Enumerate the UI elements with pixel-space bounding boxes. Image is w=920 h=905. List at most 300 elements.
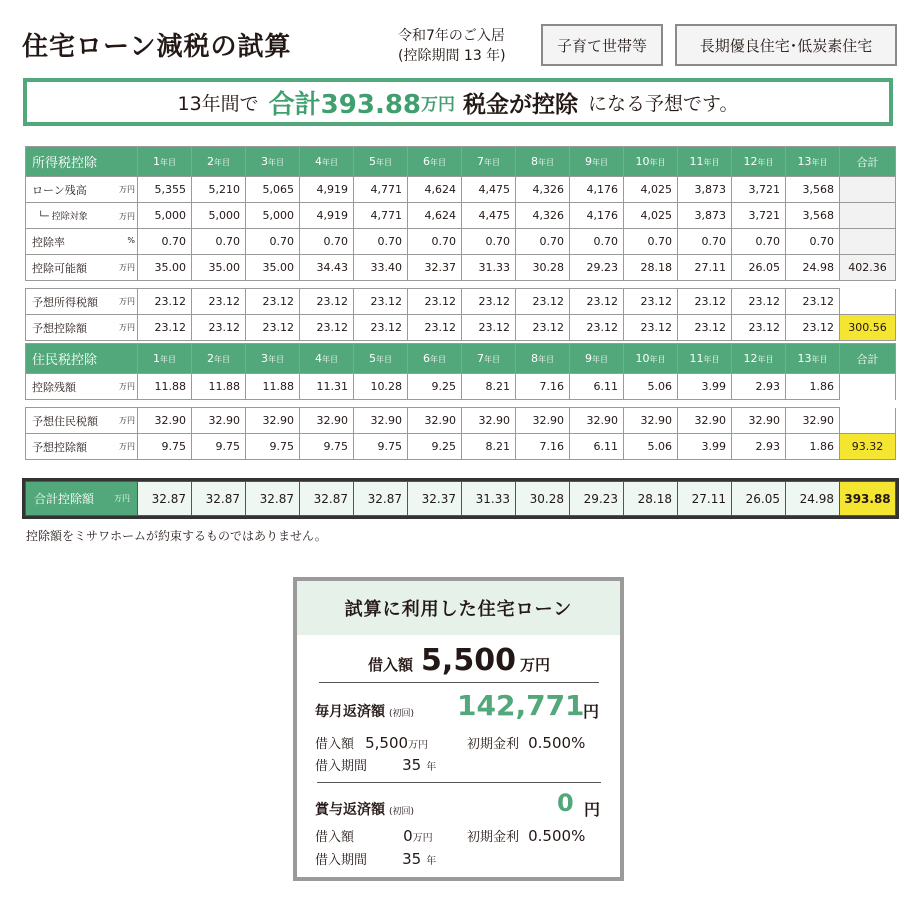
table-cell: 0.70 xyxy=(246,229,300,255)
table-cell: 30.28 xyxy=(516,482,570,516)
year-number: 4 xyxy=(315,352,322,365)
bonus-rate-unit: % xyxy=(571,827,586,845)
table-cell: 29.23 xyxy=(570,482,624,516)
bonus-payment-unit: 円 xyxy=(584,800,601,819)
year-number: 7 xyxy=(477,155,484,168)
loan-amount-label: 借入額 xyxy=(368,656,414,674)
table-cell: 32.87 xyxy=(354,482,408,516)
year-header xyxy=(192,344,246,374)
table-cell: 0.70 xyxy=(300,229,354,255)
table-cell: 4,475 xyxy=(462,177,516,203)
table-cell: 32.87 xyxy=(246,482,300,516)
table-cell: 23.12 xyxy=(192,315,246,341)
table-cell: 24.98 xyxy=(786,255,840,281)
year-number: 3 xyxy=(261,155,268,168)
year-header xyxy=(300,147,354,177)
bonus-payment-value: 0 xyxy=(557,789,574,817)
table-spacer xyxy=(26,400,896,408)
table-cell: 0.70 xyxy=(678,229,732,255)
loan-info-box xyxy=(293,577,624,881)
row-total: 300.56 xyxy=(840,315,896,341)
table-cell: 23.12 xyxy=(300,315,354,341)
resident-tax-table xyxy=(25,343,896,460)
year-header xyxy=(354,344,408,374)
year-suffix: 年目 xyxy=(649,355,666,364)
table-cell: 4,326 xyxy=(516,203,570,229)
table-cell: 4,176 xyxy=(570,203,624,229)
table-cell: 28.18 xyxy=(624,482,678,516)
row-total: 93.32 xyxy=(840,434,896,460)
summary-prefix: 13年間で xyxy=(177,92,259,115)
year-number: 7 xyxy=(477,352,484,365)
row-unit: 万円 xyxy=(119,322,135,332)
table-cell: 3.99 xyxy=(678,374,732,400)
table-cell: 32.87 xyxy=(192,482,246,516)
table-header-row xyxy=(26,147,896,177)
table-cell: 5,000 xyxy=(138,203,192,229)
row-unit: 万円 xyxy=(119,262,135,272)
year-number: 13 xyxy=(797,352,812,365)
year-header xyxy=(246,147,300,177)
year-number: 8 xyxy=(531,155,538,168)
table-cell: 23.12 xyxy=(462,289,516,315)
summary-emphasis: 税金が控除 xyxy=(463,91,579,118)
table-row xyxy=(26,434,896,460)
year-suffix: 年目 xyxy=(757,355,774,364)
year-suffix: 年目 xyxy=(649,158,666,167)
total-header: 合計 xyxy=(840,344,896,374)
bonus-borrow xyxy=(315,826,433,845)
monthly-rate-value: 0.500 xyxy=(528,734,572,752)
row-label-text: 控除率 xyxy=(32,235,65,249)
bonus-borrow-value: 0 xyxy=(403,827,413,845)
table-cell: 29.23 xyxy=(570,255,624,281)
table-cell: 4,475 xyxy=(462,203,516,229)
table-cell: 0.70 xyxy=(354,229,408,255)
table-cell: 23.12 xyxy=(138,289,192,315)
row-unit: 万円 xyxy=(119,381,135,391)
year-header xyxy=(192,147,246,177)
row-label xyxy=(26,177,138,203)
monthly-period-value: 35 xyxy=(402,756,422,774)
year-header xyxy=(408,344,462,374)
table-cell: 32.90 xyxy=(192,408,246,434)
bonus-rate-label: 初期金利 xyxy=(467,830,520,845)
table-cell: 3,568 xyxy=(786,203,840,229)
year-header xyxy=(624,147,678,177)
year-suffix: 年目 xyxy=(592,355,608,364)
summary-total: 合計393.88 xyxy=(268,89,422,120)
row-total xyxy=(840,177,896,203)
loan-amount xyxy=(319,643,599,683)
grand-total-row xyxy=(26,482,896,516)
section-label: 住民税控除 xyxy=(26,344,138,374)
monthly-sub: (初回) xyxy=(389,709,415,719)
year-number: 5 xyxy=(369,352,376,365)
bonus-period-label: 借入期間 xyxy=(315,853,368,868)
table-spacer xyxy=(26,281,896,289)
table-row xyxy=(26,289,896,315)
table-row xyxy=(26,203,896,229)
table-cell: 31.33 xyxy=(462,482,516,516)
table-cell: 5.06 xyxy=(624,434,678,460)
year-suffix: 年目 xyxy=(484,158,500,167)
year-number: 2 xyxy=(207,155,214,168)
table-cell: 9.75 xyxy=(192,434,246,460)
row-label xyxy=(26,203,138,229)
spacer-cell xyxy=(26,400,896,408)
income-tax-table xyxy=(25,146,896,341)
year-number: 1 xyxy=(153,352,160,365)
table-cell: 6.11 xyxy=(570,434,624,460)
loan-divider xyxy=(317,782,601,783)
table-cell: 9.75 xyxy=(354,434,408,460)
year-header xyxy=(300,344,354,374)
loan-amount-unit: 万円 xyxy=(519,656,550,674)
monthly-period xyxy=(315,755,436,774)
table-cell: 32.90 xyxy=(462,408,516,434)
monthly-payment-value: 142,771 xyxy=(457,689,585,722)
year-suffix: 年目 xyxy=(592,158,608,167)
table-cell: 11.31 xyxy=(300,374,354,400)
monthly-borrow-value: 5,500 xyxy=(365,734,409,752)
table-cell: 4,176 xyxy=(570,177,624,203)
table-cell: 23.12 xyxy=(732,289,786,315)
year-number: 3 xyxy=(261,352,268,365)
table-row xyxy=(26,374,896,400)
year-header xyxy=(138,147,192,177)
table-cell: 23.12 xyxy=(624,289,678,315)
table-cell: 2.93 xyxy=(732,374,786,400)
table-cell: 0.70 xyxy=(192,229,246,255)
table-cell: 4,919 xyxy=(300,203,354,229)
table-header-row xyxy=(26,344,896,374)
table-cell: 23.12 xyxy=(354,315,408,341)
table-cell: 0.70 xyxy=(732,229,786,255)
row-label xyxy=(26,315,138,341)
bonus-payment-label xyxy=(315,799,414,819)
bonus-period-unit: 年 xyxy=(426,856,437,867)
table-cell: 23.12 xyxy=(678,289,732,315)
table-cell: 8.21 xyxy=(462,434,516,460)
year-suffix: 年目 xyxy=(376,158,392,167)
year-suffix: 年目 xyxy=(376,355,392,364)
table-cell: 32.90 xyxy=(246,408,300,434)
table-cell: 32.37 xyxy=(408,255,462,281)
table-cell: 0.70 xyxy=(570,229,624,255)
year-number: 9 xyxy=(585,352,592,365)
bonus-period-value: 35 xyxy=(402,850,422,868)
table-cell: 32.90 xyxy=(354,408,408,434)
year-number: 6 xyxy=(423,352,430,365)
table-cell: 1.86 xyxy=(786,374,840,400)
table-cell: 23.12 xyxy=(570,315,624,341)
table-cell: 4,624 xyxy=(408,177,462,203)
table-cell: 32.90 xyxy=(138,408,192,434)
table-cell: 27.11 xyxy=(678,482,732,516)
year-number: 11 xyxy=(689,352,704,365)
page-title: 住宅ローン減税の試算 xyxy=(22,32,292,62)
row-label xyxy=(26,229,138,255)
year-suffix: 年目 xyxy=(214,158,230,167)
row-unit: 万円 xyxy=(119,212,135,221)
table-cell: 23.12 xyxy=(246,289,300,315)
monthly-payment-unit: 円 xyxy=(583,702,600,721)
bonus-borrow-unit: 万円 xyxy=(412,833,433,844)
table-row xyxy=(26,255,896,281)
year-suffix: 年目 xyxy=(160,355,176,364)
row-label xyxy=(26,408,138,434)
monthly-period-unit: 年 xyxy=(426,762,437,773)
monthly-rate-unit: % xyxy=(571,734,586,752)
year-header xyxy=(246,344,300,374)
table-cell: 23.12 xyxy=(786,289,840,315)
table-cell: 5,000 xyxy=(192,203,246,229)
table-cell: 4,771 xyxy=(354,203,408,229)
table-cell: 32.87 xyxy=(300,482,354,516)
year-number: 12 xyxy=(743,155,758,168)
monthly-period-label: 借入期間 xyxy=(315,759,368,774)
table-cell: 5,065 xyxy=(246,177,300,203)
year-number: 1 xyxy=(153,155,160,168)
year-header xyxy=(516,147,570,177)
table-cell: 8.21 xyxy=(462,374,516,400)
disclaimer: 控除額をミサワホームが約束するものではありません。 xyxy=(26,529,327,543)
year-suffix: 年目 xyxy=(322,355,338,364)
table-cell: 32.90 xyxy=(786,408,840,434)
table-cell: 9.25 xyxy=(408,434,462,460)
child-household-button[interactable]: 子育て世帯等 xyxy=(541,24,663,66)
table-cell: 23.12 xyxy=(462,315,516,341)
year-header xyxy=(732,344,786,374)
table-cell: 23.12 xyxy=(408,289,462,315)
table-cell: 35.00 xyxy=(138,255,192,281)
table-cell: 0.70 xyxy=(408,229,462,255)
row-unit: 万円 xyxy=(119,184,135,194)
move-in-info xyxy=(398,26,506,66)
year-number: 11 xyxy=(689,155,704,168)
grand-total-sum: 393.88 xyxy=(840,482,896,516)
row-unit: 万円 xyxy=(119,296,135,306)
table-cell: 23.12 xyxy=(624,315,678,341)
year-suffix: 年目 xyxy=(322,158,338,167)
year-header xyxy=(462,344,516,374)
table-cell: 23.12 xyxy=(786,315,840,341)
table-cell: 3,873 xyxy=(678,177,732,203)
year-header xyxy=(570,344,624,374)
summary-banner xyxy=(23,78,893,126)
table-cell: 0.70 xyxy=(516,229,570,255)
year-suffix: 年目 xyxy=(538,158,554,167)
table-cell: 5,355 xyxy=(138,177,192,203)
table-cell: 26.05 xyxy=(732,482,786,516)
table-cell: 0.70 xyxy=(786,229,840,255)
year-header xyxy=(678,147,732,177)
row-total: 402.36 xyxy=(840,255,896,281)
year-suffix: 年目 xyxy=(757,158,774,167)
year-header xyxy=(786,344,840,374)
table-cell: 23.12 xyxy=(300,289,354,315)
grand-total-text: 合計控除額 xyxy=(34,492,95,506)
row-label xyxy=(26,289,138,315)
table-cell: 23.12 xyxy=(138,315,192,341)
year-header xyxy=(786,147,840,177)
table-cell: 24.98 xyxy=(786,482,840,516)
table-cell: 32.90 xyxy=(570,408,624,434)
table-cell: 3.99 xyxy=(678,434,732,460)
table-cell: 4,025 xyxy=(624,203,678,229)
row-unit: 万円 xyxy=(119,441,135,451)
year-number: 2 xyxy=(207,352,214,365)
row-total xyxy=(840,229,896,255)
year-number: 10 xyxy=(635,352,650,365)
table-cell: 23.12 xyxy=(678,315,732,341)
move-in-year: 令和7年のご入居 xyxy=(398,28,505,44)
year-header xyxy=(138,344,192,374)
long-term-housing-button[interactable]: 長期優良住宅･低炭素住宅 xyxy=(675,24,897,66)
table-row xyxy=(26,177,896,203)
year-suffix: 年目 xyxy=(430,355,446,364)
table-cell: 33.40 xyxy=(354,255,408,281)
table-row xyxy=(26,408,896,434)
row-total xyxy=(840,374,896,400)
row-total xyxy=(840,289,896,315)
year-header xyxy=(354,147,408,177)
year-number: 10 xyxy=(635,155,650,168)
table-cell: 26.05 xyxy=(732,255,786,281)
year-header xyxy=(732,147,786,177)
table-cell: 32.90 xyxy=(300,408,354,434)
table-cell: 5,210 xyxy=(192,177,246,203)
table-cell: 4,025 xyxy=(624,177,678,203)
year-header xyxy=(570,147,624,177)
row-label xyxy=(26,374,138,400)
deduction-period: (控除期間 13 年) xyxy=(398,48,506,64)
year-number: 12 xyxy=(743,352,758,365)
table-cell: 3,721 xyxy=(732,203,786,229)
row-label xyxy=(26,255,138,281)
year-suffix: 年目 xyxy=(703,158,720,167)
row-label-text: └─ 控除対象 xyxy=(38,212,88,222)
table-row xyxy=(26,229,896,255)
year-suffix: 年目 xyxy=(214,355,230,364)
table-cell: 23.12 xyxy=(516,315,570,341)
row-label-text: 予想所得税額 xyxy=(32,295,98,309)
grand-total-label xyxy=(26,482,138,516)
row-unit: 万円 xyxy=(119,415,135,425)
table-cell: 35.00 xyxy=(192,255,246,281)
table-cell: 3,873 xyxy=(678,203,732,229)
table-cell: 35.00 xyxy=(246,255,300,281)
year-suffix: 年目 xyxy=(538,355,554,364)
table-cell: 23.12 xyxy=(354,289,408,315)
table-cell: 32.87 xyxy=(138,482,192,516)
monthly-payment-label xyxy=(315,701,414,721)
table-cell: 23.12 xyxy=(570,289,624,315)
row-label-text: 予想控除額 xyxy=(32,440,87,454)
year-suffix: 年目 xyxy=(811,158,828,167)
grand-total-table xyxy=(25,481,896,516)
table-cell: 31.33 xyxy=(462,255,516,281)
loan-title: 試算に利用した住宅ローン xyxy=(297,581,620,635)
table-cell: 4,326 xyxy=(516,177,570,203)
bonus-rate-value: 0.500 xyxy=(528,827,572,845)
bonus-sub: (初回) xyxy=(389,807,415,817)
table-cell: 32.90 xyxy=(624,408,678,434)
monthly-rate-label: 初期金利 xyxy=(467,737,520,752)
table-cell: 23.12 xyxy=(246,315,300,341)
row-unit: % xyxy=(127,235,135,245)
table-cell: 9.75 xyxy=(138,434,192,460)
year-number: 6 xyxy=(423,155,430,168)
bonus-period xyxy=(315,849,436,868)
year-suffix: 年目 xyxy=(703,355,720,364)
table-cell: 7.16 xyxy=(516,434,570,460)
table-cell: 32.90 xyxy=(732,408,786,434)
bonus-rate xyxy=(467,826,585,845)
row-label-text: 予想住民税額 xyxy=(32,414,98,428)
table-cell: 23.12 xyxy=(408,315,462,341)
row-label xyxy=(26,434,138,460)
table-cell: 9.75 xyxy=(300,434,354,460)
spacer-cell xyxy=(26,281,896,289)
monthly-borrow-unit: 万円 xyxy=(408,740,429,751)
table-cell: 0.70 xyxy=(138,229,192,255)
table-cell: 3,568 xyxy=(786,177,840,203)
table-cell: 23.12 xyxy=(516,289,570,315)
row-label-text: 控除可能額 xyxy=(32,261,87,275)
table-cell: 32.37 xyxy=(408,482,462,516)
table-cell: 11.88 xyxy=(138,374,192,400)
table-cell: 11.88 xyxy=(192,374,246,400)
table-cell: 11.88 xyxy=(246,374,300,400)
table-cell: 2.93 xyxy=(732,434,786,460)
year-number: 13 xyxy=(797,155,812,168)
table-cell: 27.11 xyxy=(678,255,732,281)
year-header xyxy=(624,344,678,374)
year-number: 5 xyxy=(369,155,376,168)
year-header xyxy=(516,344,570,374)
year-number: 9 xyxy=(585,155,592,168)
bonus-label-text: 賞与返済額 xyxy=(315,802,385,818)
table-cell: 7.16 xyxy=(516,374,570,400)
year-suffix: 年目 xyxy=(430,158,446,167)
row-label-text: 控除残額 xyxy=(32,380,76,394)
table-cell: 4,771 xyxy=(354,177,408,203)
year-suffix: 年目 xyxy=(484,355,500,364)
monthly-label-text: 毎月返済額 xyxy=(315,704,385,720)
table-row xyxy=(26,315,896,341)
table-cell: 5,000 xyxy=(246,203,300,229)
table-cell: 9.75 xyxy=(246,434,300,460)
bonus-borrow-label: 借入額 xyxy=(315,830,355,845)
year-suffix: 年目 xyxy=(160,158,176,167)
section-label: 所得税控除 xyxy=(26,147,138,177)
summary-unit: 万円 xyxy=(421,94,456,115)
row-label-text: 予想控除額 xyxy=(32,321,87,335)
year-header xyxy=(408,147,462,177)
loan-amount-value: 5,500 xyxy=(421,643,516,678)
table-cell: 34.43 xyxy=(300,255,354,281)
table-cell: 32.90 xyxy=(408,408,462,434)
year-suffix: 年目 xyxy=(268,355,284,364)
table-cell: 32.90 xyxy=(516,408,570,434)
monthly-rate xyxy=(467,733,585,752)
year-header xyxy=(462,147,516,177)
table-cell: 23.12 xyxy=(192,289,246,315)
table-cell: 0.70 xyxy=(624,229,678,255)
table-cell: 23.12 xyxy=(732,315,786,341)
